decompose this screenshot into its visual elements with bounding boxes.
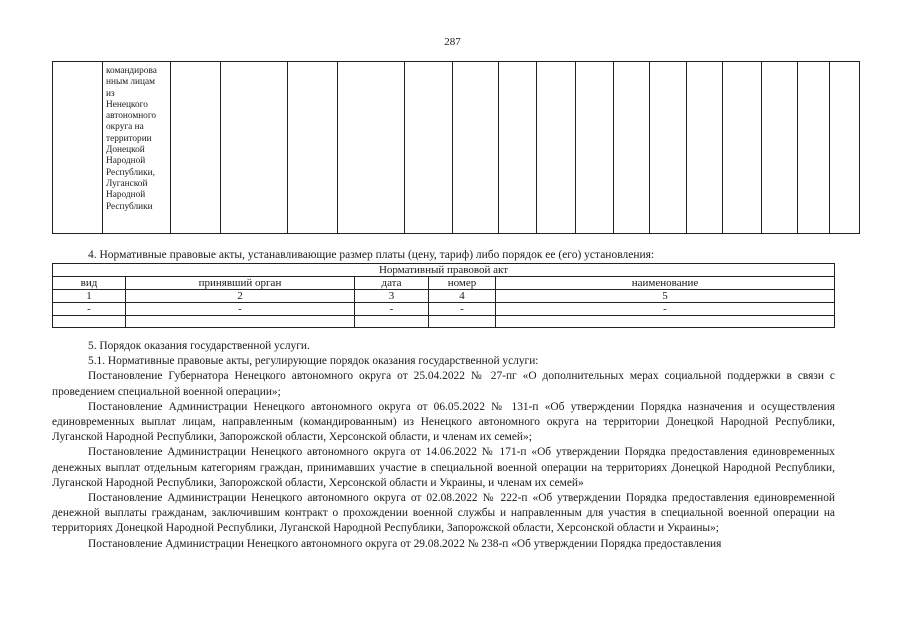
column-header: наименование bbox=[496, 277, 835, 290]
paragraph: Постановление Администрации Ненецкого автономного округа от 14.06.2022 № 171-п «Об утверждении Порядка предоставления единовременных денежных выплат отдельным категориям граждан, принимавших участие в специальной военной операции на территориях Донецкой Народной Республики, Луганской Народной Республики, Запорожской области, Херсонской области и Украины, и членам их семей» bbox=[52, 446, 835, 489]
paragraph: Постановление Администрации Ненецкого автономного округа от 29.08.2022 № 238-п «Об утверждении Порядка предоставления bbox=[88, 537, 722, 550]
table-cell: - bbox=[53, 303, 126, 316]
section-5-heading: 5. Порядок оказания государственной услуги. bbox=[88, 340, 310, 352]
column-header: дата bbox=[355, 277, 429, 290]
table-cell-service-recipients bbox=[103, 62, 171, 234]
column-header: вид bbox=[53, 277, 126, 290]
cell-line: Донецкой bbox=[106, 145, 145, 156]
table-cell bbox=[288, 62, 338, 234]
continuation-table bbox=[52, 61, 860, 234]
table-cell bbox=[723, 62, 762, 234]
table-cell: - bbox=[429, 303, 496, 316]
column-number: 4 bbox=[429, 290, 496, 303]
table-cell: - bbox=[355, 303, 429, 316]
cell-line: Ненецкого bbox=[106, 99, 148, 110]
table-cell bbox=[53, 62, 103, 234]
table-group-header: Нормативный правовой акт bbox=[53, 264, 835, 277]
cell-line: командирова bbox=[106, 66, 157, 76]
column-header: принявший орган bbox=[126, 277, 355, 290]
table-cell bbox=[221, 62, 288, 234]
column-header: номер bbox=[429, 277, 496, 290]
paragraph: Постановление Губернатора Ненецкого автономного округа от 25.04.2022 № 27-пг «О дополнительных мерах социальной поддержки в связи с проведением специальной военной операции»; bbox=[52, 370, 835, 398]
table-cell bbox=[537, 62, 576, 234]
table-cell bbox=[762, 62, 798, 234]
cell-line: автономного bbox=[106, 111, 157, 122]
page-number: 287 bbox=[444, 36, 461, 48]
cell-line: Республики bbox=[106, 201, 153, 212]
cell-line: Республики, bbox=[106, 167, 155, 178]
table-cell bbox=[338, 62, 405, 234]
section-4-heading: 4. Нормативные правовые акты, устанавливающие размер платы (цену, тариф) либо порядок ее (его) установления: bbox=[88, 249, 655, 261]
cell-line: Луганской bbox=[106, 178, 148, 189]
table-cell bbox=[53, 316, 126, 328]
column-number: 1 bbox=[53, 290, 126, 303]
table-cell bbox=[405, 62, 453, 234]
cell-line: территории bbox=[106, 133, 152, 144]
section-5 bbox=[52, 339, 835, 552]
column-number: 5 bbox=[496, 290, 835, 303]
table-cell bbox=[614, 62, 650, 234]
table-cell bbox=[650, 62, 687, 234]
paragraph: Постановление Администрации Ненецкого автономного округа от 06.05.2022 № 131-п «Об утверждении Порядка назначения и осуществления единовременных выплат лицам, направленным (командированным) из Ненецкого автономного округа на территории Донецкой Народной Республики, Луганской Народной Республики, Запорожской области, Херсонской области, и членам их семей»; bbox=[52, 400, 835, 444]
cell-line: из bbox=[106, 88, 115, 99]
table-cell: - bbox=[126, 303, 355, 316]
cell-line: Народной bbox=[106, 156, 146, 167]
table-cell bbox=[171, 62, 221, 234]
table-cell bbox=[496, 316, 835, 328]
table-cell bbox=[429, 316, 496, 328]
table-cell bbox=[499, 62, 537, 234]
cell-line: нным лицам bbox=[106, 77, 156, 88]
paragraph: Постановление Администрации Ненецкого автономного округа от 02.08.2022 № 222-п «Об утверждении Порядка предоставления единовременной денежной выплаты гражданам, заключившим контракт о прохождении военной службы и направленным для участия в специальной военной операции на территориях Донецкой Народной Республики, Луганской Народной Республики, Запорожской области, Херсонской области и Украины»; bbox=[52, 492, 835, 535]
table-cell bbox=[576, 62, 614, 234]
table-cell bbox=[453, 62, 499, 234]
section-5-1-heading: 5.1. Нормативные правовые акты, регулирующие порядок оказания государственной услуги: bbox=[88, 355, 539, 368]
table-cell bbox=[830, 62, 860, 234]
table-cell: - bbox=[496, 303, 835, 316]
column-number: 3 bbox=[355, 290, 429, 303]
table-cell bbox=[687, 62, 723, 234]
table-cell bbox=[355, 316, 429, 328]
legal-acts-table bbox=[52, 263, 835, 328]
table-cell bbox=[798, 62, 830, 234]
cell-line: Народной bbox=[106, 190, 146, 201]
cell-line: округа на bbox=[106, 122, 144, 133]
table-cell bbox=[126, 316, 355, 328]
column-number: 2 bbox=[126, 290, 355, 303]
